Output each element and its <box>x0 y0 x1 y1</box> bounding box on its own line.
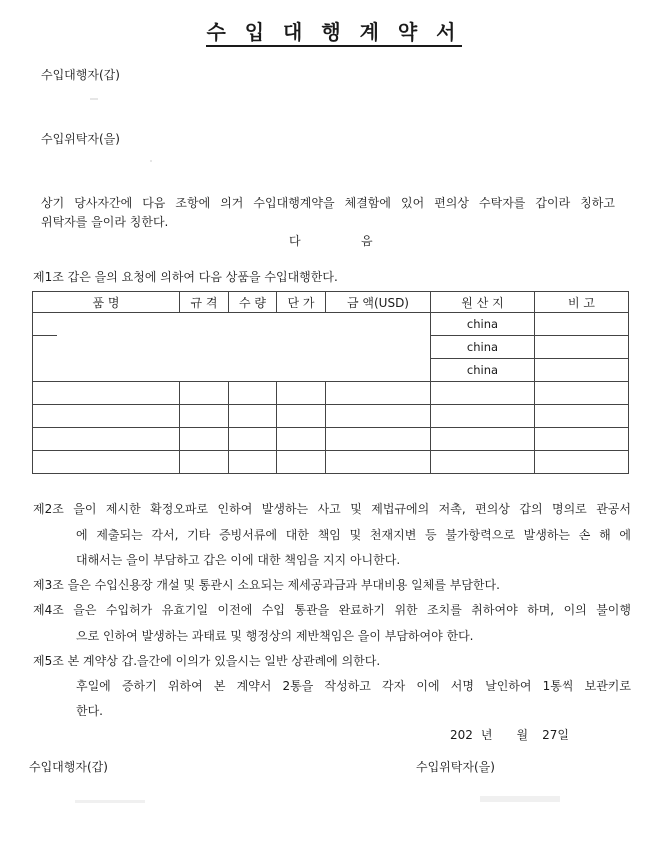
clause-2-line-3: 대해서는 을이 부담하고 갑은 이에 대한 책임을 지지 아니한다. <box>76 553 401 567</box>
clause-1: 제1조 갑은 을의 요청에 의하여 다음 상품을 수입대행한다. <box>33 270 338 284</box>
header-unit-price: 단 가 <box>277 292 326 313</box>
header-amount: 금 액(USD) <box>326 292 431 313</box>
clause-5: 제5조 본 계약상 갑.을간에 이의가 있을시는 일반 상관례에 의한다. <box>33 654 381 668</box>
signature-party-a-label: 수입대행자(갑) <box>29 760 108 774</box>
signature-party-b-label: 수입위탁자(을) <box>416 760 495 774</box>
header-origin: 원 산 지 <box>431 292 535 313</box>
party-b-label: 수입위탁자(을) <box>41 132 120 146</box>
remarks-cell <box>535 313 629 336</box>
redacted-signature-b <box>480 796 560 802</box>
closing-line-1: 후일에 증하기 위하여 본 계약서 2통을 작성하고 각자 이에 서명 날인하여 1통씩 보관키로 <box>76 679 631 693</box>
clause-4-line-2: 으로 인하여 발생하는 과태료 및 행정상의 제반책임은 을이 부담하여야 한다. <box>76 629 474 643</box>
closing-line-2: 한다. <box>76 704 103 718</box>
clause-3: 제3조 을은 수입신용장 개설 및 통관시 소요되는 제세공과금과 부대비용 일체를 부담한다. <box>33 578 500 592</box>
header-quantity: 수 량 <box>229 292 277 313</box>
table-row <box>33 313 629 336</box>
table-row <box>33 405 629 428</box>
redacted-goods-cell <box>33 313 431 382</box>
header-item-name: 품 명 <box>33 292 180 313</box>
table-row <box>33 382 629 405</box>
document-title: 수 입 대 행 계 약 서 <box>0 16 668 45</box>
clause-4-line-1: 제4조 을은 수입허가 유효기일 이전에 수입 통관을 완료하기 위한 조치를 취하여야 하며, 이의 불이행 <box>33 603 631 617</box>
party-a-label: 수입대행자(갑) <box>41 68 120 82</box>
da-eum-heading-2: 음 <box>361 234 373 248</box>
da-eum-heading-1: 다 <box>289 234 301 248</box>
origin-cell: china <box>431 359 535 382</box>
remarks-cell <box>535 336 629 359</box>
intro-line-2: 위탁자를 을이라 칭한다. <box>41 215 169 229</box>
clause-2-line-1: 제2조 을이 제시한 확정오파로 인하여 발생하는 사고 및 제법규에의 저촉, 편의상 갑의 명의로 관공서 <box>33 502 631 516</box>
header-remarks: 비 고 <box>535 292 629 313</box>
table-header-row <box>33 292 629 313</box>
table-row <box>33 451 629 474</box>
redacted-signature-a <box>75 800 145 803</box>
redacted-party-a <box>90 98 98 100</box>
date-month-unit: 월 <box>516 728 529 742</box>
remarks-cell <box>535 359 629 382</box>
clause-2-line-2: 에 제출되는 각서, 기타 증빙서류에 대한 책임 및 천재지변 등 불가항력으로 발생하는 손 해 에 <box>76 528 631 542</box>
header-spec: 규 격 <box>180 292 229 313</box>
table-row <box>33 428 629 451</box>
date-day: 27일 <box>542 728 569 742</box>
contract-date <box>450 726 569 743</box>
origin-cell: china <box>431 336 535 359</box>
goods-table <box>32 291 629 474</box>
date-year: 202 <box>450 728 473 742</box>
origin-cell: china <box>431 313 535 336</box>
intro-line-1: 상기 당사자간에 다음 조항에 의거 수입대행계약을 체결함에 있어 편의상 수탁자를 갑이라 칭하고 <box>41 196 615 210</box>
redacted-party-b <box>150 160 152 162</box>
date-year-unit: 년 <box>480 728 493 742</box>
